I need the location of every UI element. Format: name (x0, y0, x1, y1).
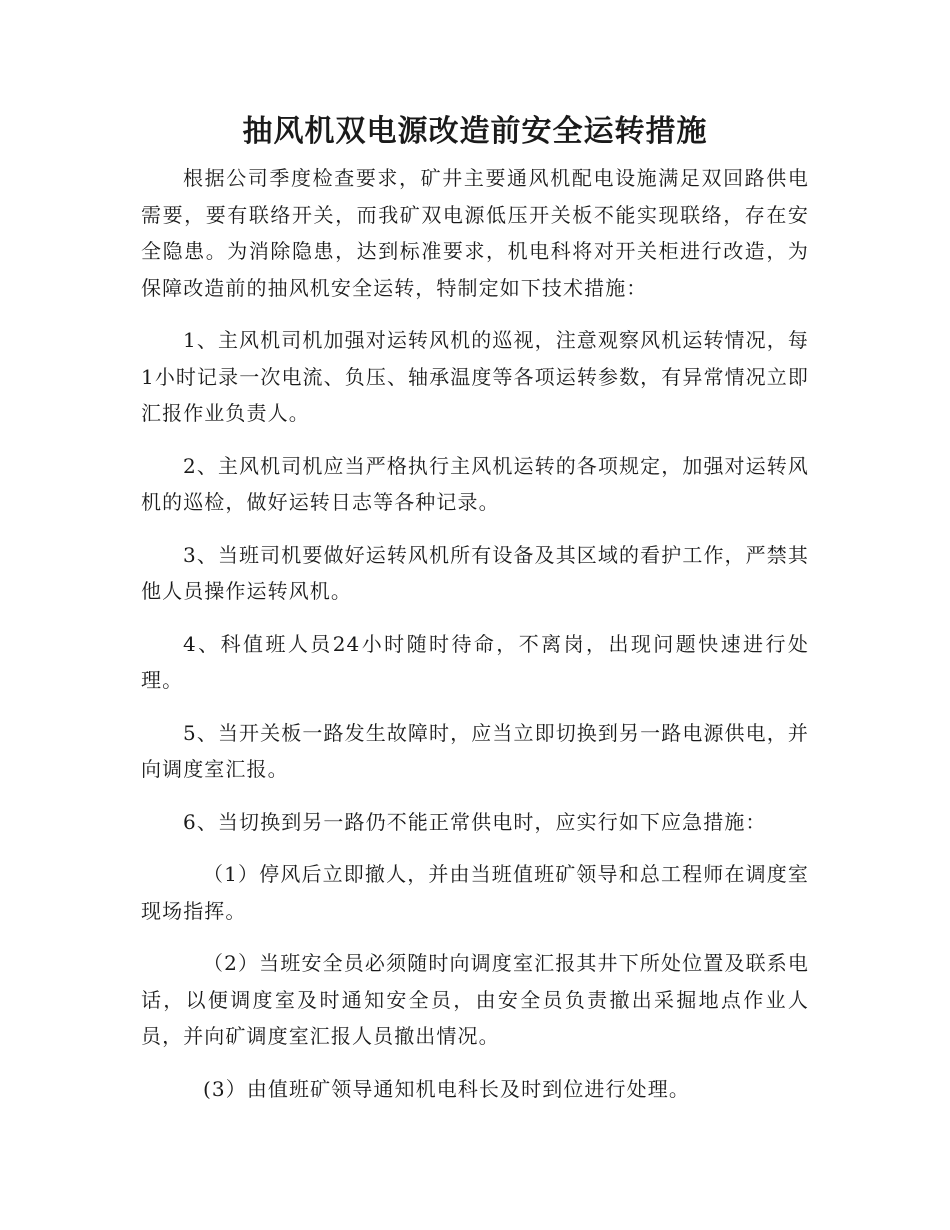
document-body (141, 160, 809, 1123)
measure-2-paragraph: 2、主风机司机应当严格执行主风机运转的各项规定，加强对运转风机的巡检，做好运转日志等各种记录。 (141, 453, 809, 514)
document-title: 抽风机双电源改造前安全运转措施 (242, 114, 708, 149)
measure-5-paragraph: 5、当开关板一路发生故障时，应当立即切换到另一路电源供电，并向调度室汇报。 (141, 720, 809, 781)
emergency-step-1-paragraph: （1）停风后立即撤人，并由当班值班矿领导和总工程师在调度室现场指挥。 (141, 862, 809, 923)
measure-1-paragraph: 1、主风机司机加强对运转风机的巡视，注意观察风机运转情况，每1小时记录一次电流、负压、轴承温度等各项运转参数，有异常情况立即汇报作业负责人。 (141, 328, 809, 425)
measure-3-paragraph: 3、当班司机要做好运转风机所有设备及其区域的看护工作，严禁其他人员操作运转风机。 (141, 542, 809, 603)
emergency-step-2-paragraph: （2）当班安全员必须随时向调度室汇报其井下所处位置及联系电话，以便调度室及时通知安全员，由安全员负责撤出采掘地点作业人员，并向矿调度室汇报人员撤出情况。 (141, 951, 809, 1048)
measure-4-paragraph: 4、科值班人员24小时随时待命，不离岗，出现问题快速进行处理。 (141, 631, 809, 692)
intro-paragraph: 根据公司季度检查要求，矿井主要通风机配电设施满足双回路供电需要，要有联络开关，而我矿双电源低压开关板不能实现联络，存在安全隐患。为消除隐患，达到标准要求，机电科将对开关柜进行改造，为保障改造前的抽风机安全运转，特制定如下技术措施： (141, 166, 809, 300)
measure-6-paragraph: 6、当切换到另一路仍不能正常供电时，应实行如下应急措施： (183, 809, 767, 834)
emergency-step-3-paragraph: (3）由值班矿领导通知机电科长及时到位进行处理。 (203, 1076, 690, 1101)
